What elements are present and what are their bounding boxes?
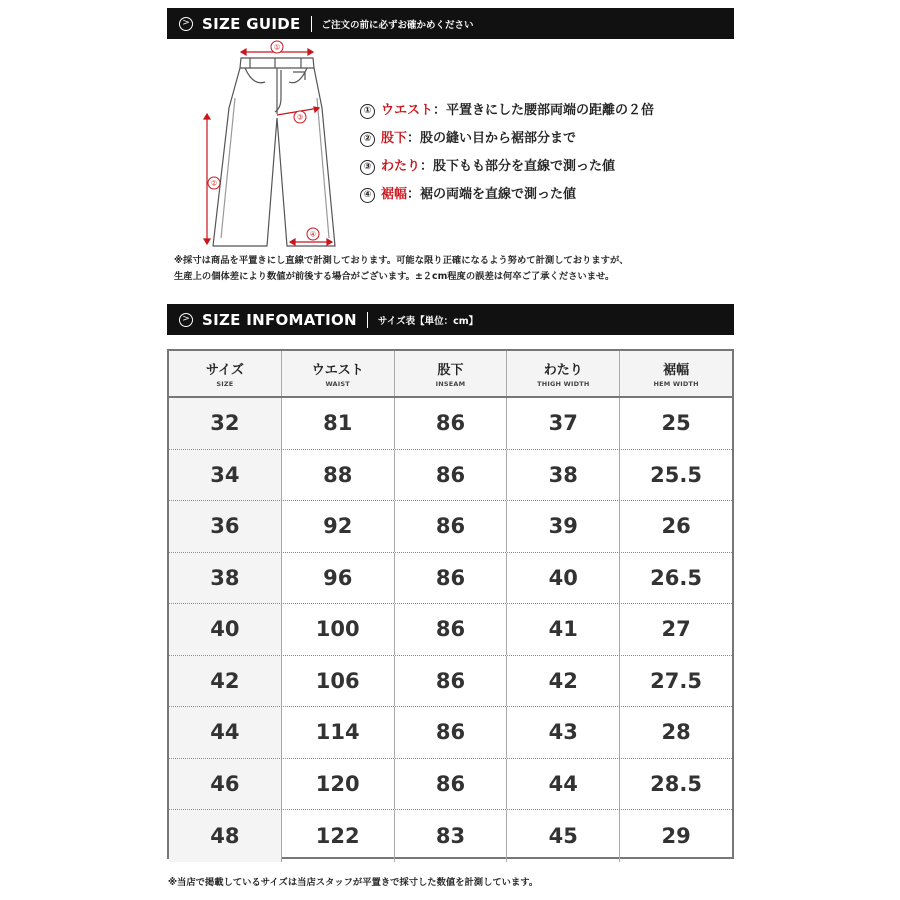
cell-thigh-width: 38: [507, 450, 620, 501]
cell-hem-width: 27: [661, 617, 691, 642]
cell-thigh-width: 42: [507, 656, 620, 707]
cell-thigh-width: 37: [507, 398, 620, 449]
guide-item-term: ウエスト: [381, 103, 434, 118]
table-row: [169, 501, 732, 553]
cell-inseam: 86: [395, 501, 508, 552]
cell-size: 44: [169, 707, 282, 758]
table-row: [169, 759, 732, 811]
column-header-en: HEM WIDTH: [653, 380, 699, 388]
cell-thigh-width: 40: [507, 553, 620, 604]
table-body: [169, 398, 732, 862]
guide-item-term: 股下: [381, 131, 408, 146]
cell-waist: 114: [282, 707, 395, 758]
pants-diagram: [195, 38, 345, 250]
column-header-ja: わたり: [543, 363, 583, 378]
table-row: [169, 553, 732, 605]
cell-waist: 96: [282, 553, 395, 604]
cell-inseam: 86: [395, 604, 508, 655]
cell-hem-width: 25: [661, 411, 691, 436]
table-row: [169, 707, 732, 759]
footer-note: ※当店で掲載しているサイズは当店スタッフが平置きで採寸した数値を計測しています。: [168, 877, 539, 888]
table-row: [169, 656, 732, 708]
cell-size: 46: [169, 759, 282, 810]
table-row: [169, 810, 732, 862]
size-table: [167, 349, 734, 859]
guide-item-number: ①: [360, 104, 375, 119]
cell-hem-width: 25.5: [650, 462, 702, 487]
cell-size: 38: [169, 553, 282, 604]
cell-waist: 81: [282, 398, 395, 449]
column-header-ja: 股下: [437, 363, 464, 378]
size-guide-subtitle: ご注文の前に必ずお確かめください: [321, 19, 474, 31]
size-guide-title: SIZE GUIDE: [202, 14, 301, 33]
cell-waist: 120: [282, 759, 395, 810]
column-header-en: INSEAM: [435, 380, 466, 388]
cell-inseam: 83: [395, 810, 508, 862]
guide-item-waist: [360, 99, 654, 119]
guide-item-term: わたり: [381, 159, 421, 174]
cell-thigh-width: 39: [507, 501, 620, 552]
size-info-header: [167, 304, 734, 335]
column-header-ja: ウエスト: [311, 363, 364, 378]
header-divider: [367, 312, 368, 328]
cell-hem-width: 26: [661, 514, 691, 539]
cell-inseam: 86: [395, 398, 508, 449]
column-header-en: WAIST: [325, 380, 350, 388]
guide-item-thigh: [360, 155, 615, 175]
cell-size: 34: [169, 450, 282, 501]
chevron-right-icon: >: [179, 313, 193, 327]
column-header-thigh-width: [507, 351, 620, 396]
cell-inseam: 86: [395, 656, 508, 707]
guide-item-desc: ：股の縫い目から裾部分まで: [407, 131, 577, 146]
cell-size: 48: [169, 810, 282, 862]
cell-waist: 106: [282, 656, 395, 707]
cell-inseam: 86: [395, 553, 508, 604]
column-header-size: [169, 351, 282, 396]
size-info-subtitle: サイズ表【単位：cm】: [377, 315, 479, 327]
cell-waist: 100: [282, 604, 395, 655]
column-header-en: THIGH WIDTH: [537, 380, 590, 388]
table-row: [169, 398, 732, 450]
marker-waist: ①: [273, 43, 281, 52]
column-header-en: SIZE: [216, 380, 234, 388]
cell-hem-width: 28: [661, 720, 691, 745]
marker-inseam: ②: [210, 179, 218, 188]
cell-inseam: 86: [395, 450, 508, 501]
guide-item-desc: ：股下もも部分を直線で測った値: [420, 159, 616, 174]
measurement-note-line: 生産上の個体差により数値が前後する場合がございます。±２cm程度の誤差は何卒ご了承くださいませ。: [174, 271, 615, 282]
cell-waist: 92: [282, 501, 395, 552]
cell-size: 36: [169, 501, 282, 552]
cell-hem-width: 26.5: [650, 565, 702, 590]
column-header-waist: [282, 351, 395, 396]
table-row: [169, 604, 732, 656]
cell-size: 42: [169, 656, 282, 707]
column-header-ja: サイズ: [205, 363, 244, 378]
guide-item-number: ④: [360, 188, 375, 203]
column-header-ja: 裾幅: [663, 363, 690, 378]
header-divider: [311, 16, 312, 32]
guide-item-inseam: [360, 127, 576, 147]
marker-thigh: ③: [296, 113, 304, 122]
cell-inseam: 86: [395, 759, 508, 810]
cell-hem-width: 29: [661, 823, 691, 848]
cell-inseam: 86: [395, 707, 508, 758]
table-row: [169, 450, 732, 502]
cell-thigh-width: 44: [507, 759, 620, 810]
cell-thigh-width: 45: [507, 810, 620, 862]
size-info-title: SIZE INFOMATION: [202, 310, 357, 329]
guide-item-number: ②: [360, 132, 375, 147]
cell-thigh-width: 41: [507, 604, 620, 655]
table-header-row: [169, 351, 732, 398]
guide-item-desc: ：平置きにした腰部両端の距離の２倍: [433, 103, 655, 118]
guide-item-number: ③: [360, 160, 375, 175]
cell-waist: 88: [282, 450, 395, 501]
cell-thigh-width: 43: [507, 707, 620, 758]
cell-size: 40: [169, 604, 282, 655]
guide-item-desc: ：裾の両端を直線で測った値: [407, 187, 577, 202]
marker-hem: ④: [309, 230, 317, 239]
measurement-note: [174, 253, 734, 285]
column-header-hem-width: [620, 351, 732, 396]
size-guide-header: [167, 8, 734, 39]
guide-item-hem: [360, 183, 576, 203]
cell-waist: 122: [282, 810, 395, 862]
measurement-note-line: ※採寸は商品を平置きにし直線で計測しております。可能な限り正確になるよう努めて計測しておりますが、: [174, 255, 629, 266]
guide-item-term: 裾幅: [381, 187, 408, 202]
cell-hem-width: 27.5: [650, 668, 702, 693]
chevron-right-icon: >: [179, 17, 193, 31]
cell-size: 32: [169, 398, 282, 449]
column-header-inseam: [395, 351, 508, 396]
cell-hem-width: 28.5: [650, 771, 702, 796]
